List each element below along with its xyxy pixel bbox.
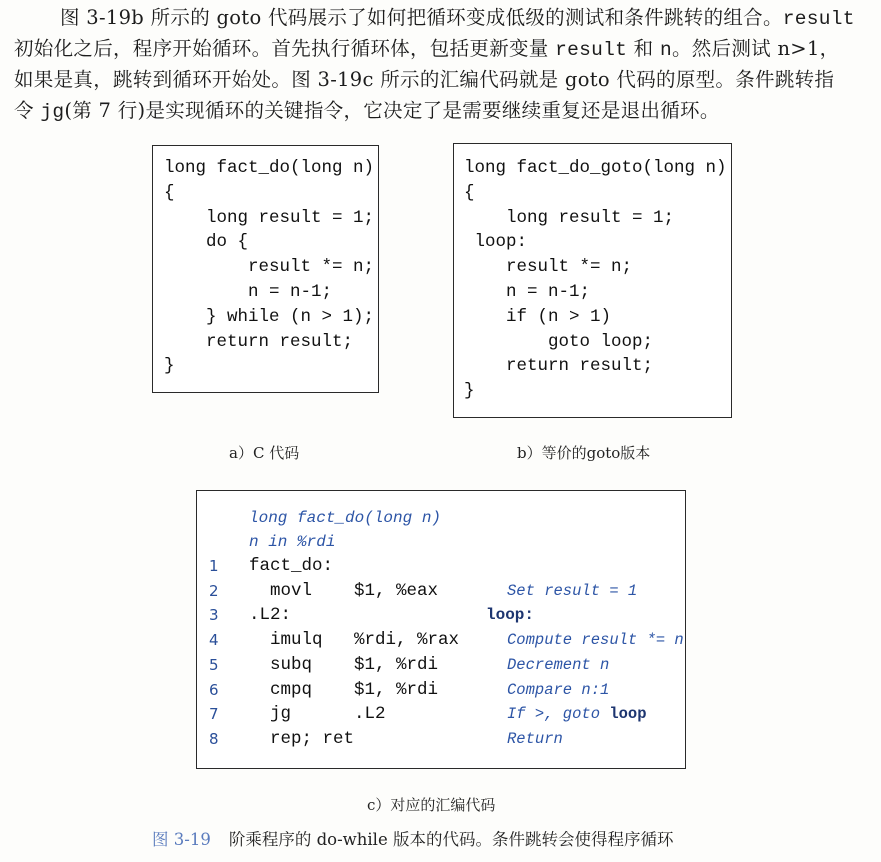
figure-b-caption: b）等价的goto版本 (517, 444, 651, 462)
figure-c-caption: c）对应的汇编代码 (367, 796, 496, 814)
paragraph-text: 令 (14, 99, 41, 122)
code-line: } while (n > 1); (164, 306, 375, 327)
assembly-comment (507, 728, 563, 750)
paragraph-line-3 (14, 68, 834, 92)
assembly-comment (507, 679, 609, 701)
inline-code: jg (40, 101, 65, 123)
assembly-comment (507, 703, 647, 725)
code-line: return result; (164, 331, 354, 352)
inline-code: result (782, 8, 855, 30)
line-number: 2 (209, 581, 219, 600)
comment-text: Decrement n (507, 655, 610, 674)
assembly-instruction: cmpq $1, %rdi (249, 679, 439, 700)
code-line: result *= n; (464, 257, 633, 278)
line-number: 6 (209, 680, 219, 699)
code-line: goto loop; (464, 331, 654, 352)
assembly-register-comment: n in %rdi (249, 533, 336, 551)
line-number: 7 (209, 705, 219, 724)
code-line: { (164, 182, 175, 203)
paragraph-text: 图 3-19b 所示的 goto 代码展示了如何把循环变成低级的测试和条件跳转的组合。 (60, 6, 783, 29)
assembly-line (197, 703, 685, 725)
assembly-signature-comment: long fact_do(long n) (249, 509, 442, 527)
code-line: loop: (464, 232, 528, 253)
code-line: } (164, 356, 175, 377)
assembly-line (197, 604, 685, 626)
code-line: } (464, 381, 475, 402)
figure-b-code-box (453, 143, 732, 418)
code-line: long result = 1; (464, 207, 675, 228)
assembly-comment (507, 654, 609, 676)
loop-label: loop: (486, 606, 535, 625)
paragraph-text: (第 7 行)是实现循环的关键指令，它决定了是需要继续重复还是退出循环。 (64, 99, 720, 122)
inline-code: n (659, 39, 672, 61)
code-line: long fact_do(long n) (164, 158, 375, 178)
assembly-line (197, 654, 685, 676)
line-number: 1 (209, 557, 219, 575)
figure-caption-text: 阶乘程序的 do-while 版本的代码。条件跳转会使得程序循环 (228, 830, 674, 849)
code-line: n = n-1; (164, 282, 333, 302)
paragraph-line-2 (14, 37, 839, 62)
figure-caption (152, 826, 673, 850)
assembly-instruction: imulq %rdi, %rax (249, 630, 460, 651)
line-number: 3 (209, 606, 219, 625)
line-number: 4 (209, 631, 219, 650)
comment-text: Set result = 1 (507, 581, 638, 600)
comment-text: If >, goto (507, 705, 610, 724)
assembly-comment (507, 629, 684, 651)
figure-a-code-box (152, 145, 379, 393)
code-line: return result; (464, 356, 654, 377)
assembly-line (197, 555, 685, 577)
assembly-line (197, 629, 685, 651)
code-line: { (464, 182, 475, 203)
code-line: if (n > 1) (464, 306, 612, 327)
comment-text: Return (507, 729, 563, 748)
assembly-instruction: subq $1, %rdi (249, 654, 439, 675)
paragraph-text: 。然后测试 n>1， (671, 37, 840, 60)
paragraph-line-4 (14, 99, 720, 124)
paragraph-text: 如果是真，跳转到循环开始处。图 3-19c 所示的汇编代码就是 goto 代码的原型。条件跳转指 (14, 68, 835, 91)
assembly-instruction: jg .L2 (249, 704, 386, 725)
comment-text: Compute result *= n (507, 631, 684, 650)
figure-a-caption: a）C 代码 (229, 444, 300, 462)
code-line: result *= n; (164, 257, 375, 278)
assembly-line (197, 580, 685, 602)
comment-keyword: loop (609, 705, 647, 724)
assembly-instruction: .L2: (249, 605, 292, 626)
paragraph-line-1 (60, 6, 855, 31)
paragraph-text: 初始化之后，程序开始循环。首先执行循环体，包括更新变量 (14, 37, 556, 60)
inline-code: result (555, 39, 628, 61)
assembly-line (197, 679, 685, 701)
line-number: 5 (209, 655, 219, 674)
code-line: do { (164, 232, 249, 253)
paragraph-text: 和 (627, 37, 660, 60)
code-line: n = n-1; (464, 282, 591, 302)
assembly-comment (507, 580, 637, 602)
code-line: long fact_do_goto(long n) (464, 158, 727, 178)
assembly-instruction: rep; ret (249, 728, 355, 749)
figure-number: 图 3-19 (152, 830, 211, 849)
assembly-instruction: fact_do: (249, 556, 334, 576)
code-line: long result = 1; (164, 207, 375, 228)
assembly-instruction: movl $1, %eax (249, 580, 439, 601)
comment-text: Compare n:1 (507, 680, 610, 699)
line-number: 8 (209, 729, 219, 748)
assembly-line (197, 728, 685, 750)
figure-c-assembly-box (196, 490, 686, 769)
